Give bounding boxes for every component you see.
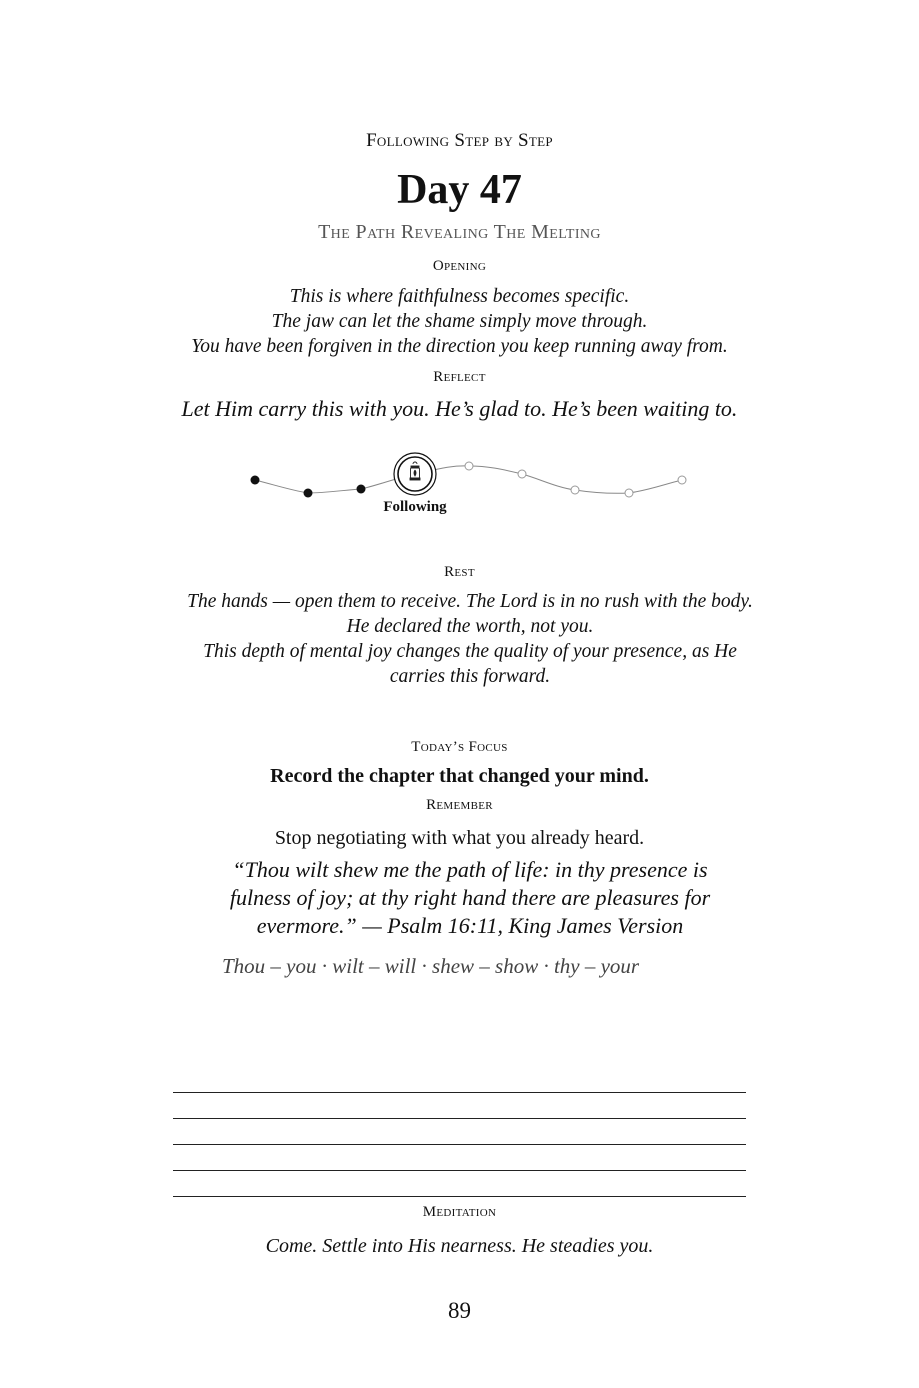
- series-title: Following Step by Step: [366, 130, 553, 151]
- journey-step-upcoming: [518, 470, 526, 478]
- opening-line: You have been forgiven in the direction you keep running away from.: [191, 336, 728, 357]
- word-glossary: Thou – you · wilt – will · shew – show · thy – your: [222, 954, 640, 978]
- journal-line[interactable]: [173, 1118, 746, 1144]
- focus-label: Today’s Focus: [411, 739, 508, 755]
- meditation-label: Meditation: [422, 1204, 497, 1220]
- journal-line[interactable]: [173, 1170, 746, 1196]
- journey-step-current: [394, 453, 436, 495]
- day-theme: The Path Revealing The Melting: [318, 221, 601, 243]
- journal-lines[interactable]: [173, 1092, 746, 1197]
- journey-path: [0, 0, 919, 540]
- journey-step-upcoming: [625, 489, 633, 497]
- rest-line: This depth of mental joy changes the quality of your presence, as He carries this forward.: [203, 641, 737, 687]
- journey-step-completed: [304, 489, 313, 498]
- journal-line[interactable]: [173, 1092, 746, 1118]
- day-title: Day 47: [397, 167, 522, 213]
- reflect-label: Reflect: [433, 369, 486, 385]
- journey-step-upcoming: [571, 486, 579, 494]
- opening-line: The jaw can let the shame simply move through.: [271, 311, 648, 332]
- remember-text: Stop negotiating with what you already heard.: [274, 827, 645, 849]
- rest-text: [180, 589, 760, 689]
- journey-step-completed: [251, 476, 260, 485]
- rest-line: He declared the worth, not you.: [346, 616, 594, 637]
- journey-step-upcoming: [678, 476, 686, 484]
- journal-line[interactable]: [173, 1144, 746, 1170]
- opening-label: Opening: [432, 258, 487, 274]
- meditation-text: Come. Settle into His nearness. He steadies you.: [265, 1235, 654, 1257]
- opening-line: This is where faithfulness becomes specific.: [289, 286, 630, 307]
- journal-line[interactable]: [173, 1196, 746, 1197]
- page-number: 89: [448, 1298, 471, 1323]
- remember-label: Remember: [426, 797, 493, 813]
- scripture-verse: “Thou wilt shew me the path of life: in thy presence is fulness of joy; at thy right hand there are pleasures for evermore.” — Psalm 16:11, King James Version: [229, 857, 711, 938]
- rest-label: Rest: [444, 564, 475, 580]
- journey-step-upcoming: [465, 462, 473, 470]
- journey-current-label: Following: [383, 499, 447, 515]
- focus-text: Record the chapter that changed your mind.: [270, 765, 649, 787]
- journey-step-completed: [357, 485, 366, 494]
- reflect-text: Let Him carry this with you. He’s glad to. He’s been waiting to.: [181, 396, 738, 421]
- rest-line: The hands — open them to receive. The Lord is in no rush with the body.: [187, 591, 753, 612]
